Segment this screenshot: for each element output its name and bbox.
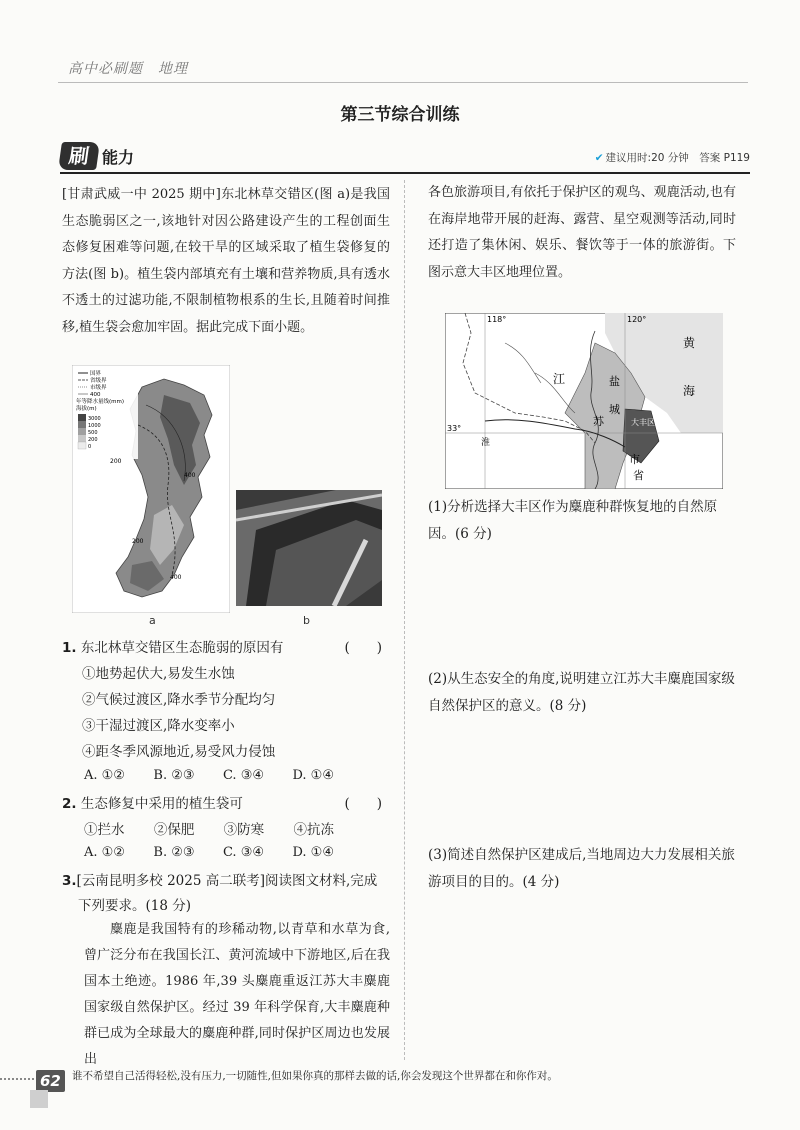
brand-mark: 刷 <box>58 142 100 170</box>
map-label: 城 <box>609 403 620 416</box>
choice-a[interactable]: A. ①② <box>84 845 125 860</box>
legend-swatch-200 <box>78 435 86 442</box>
q2-choices <box>84 845 334 860</box>
legend-city: 市级界 <box>90 385 107 391</box>
q1-choices <box>84 768 334 783</box>
contour-label: 400 <box>184 472 196 479</box>
legend-contour: 400 <box>90 392 101 398</box>
choice-b[interactable]: B. ②③ <box>153 768 195 783</box>
question-number: 3. <box>62 873 77 889</box>
figure-b <box>236 490 382 606</box>
header-divider <box>58 82 748 83</box>
choice-d[interactable]: D. ①④ <box>292 768 334 783</box>
figure-b-photo <box>236 490 382 606</box>
legend-3000: 3000 <box>88 416 101 422</box>
answer-paren: ( ) <box>344 640 382 656</box>
choice-b[interactable]: B. ②③ <box>153 845 195 860</box>
legend-200: 200 <box>88 437 98 443</box>
footer-motto: 谁不希望自己活得轻松,没有压力,一切随性,但如果你真的那样去做的话,你会发现这个世界都在和你作对。 <box>72 1070 558 1082</box>
brand <box>60 142 134 170</box>
q3-material-continued: 各色旅游项目,有依托于保护区的观鸟、观鹿活动,也有在海岸地带开展的赶海、露营、星空观测等活动,同时还打造了集休闲、娱乐、餐饮等于一体的旅游街。下图示意大丰区地理位置。 <box>428 185 736 280</box>
map-label: 黄 <box>683 336 696 350</box>
q3-sub2: (2)从生态安全的角度,说明建立江苏大丰麋鹿国家级自然保护区的意义。(8 分) <box>428 671 735 714</box>
column-divider <box>404 180 405 1060</box>
map-label: 淮 <box>481 438 491 448</box>
section-divider <box>60 172 750 174</box>
q2-items <box>84 818 334 838</box>
q1-option: ②气候过渡区,降水季节分配均匀 <box>82 692 276 708</box>
question-1 <box>62 636 390 661</box>
q2-option: ③防寒 <box>223 822 265 838</box>
question-number: 2. <box>62 796 77 812</box>
figure-a <box>72 365 230 613</box>
legend-precip: 年等降水量线(mm) <box>76 399 125 405</box>
legend-elevation: 海拔(m) <box>76 406 97 412</box>
choice-c[interactable]: C. ③④ <box>222 845 265 860</box>
contour-label: 400 <box>170 574 182 581</box>
q3-material: 麋鹿是我国特有的珍稀动物,以青草和水草为食,曾广泛分布在我国长江、黄河流域中下游地区,后在我国本土绝迹。1986 年,39 头麋鹿重返江苏大丰麋鹿国家级自然保护区。经过 39 年科学保育,大丰麋鹿种群已成为全球最大的麋鹿种群,同时保护区周边也发展出 <box>84 922 390 1067</box>
choice-a[interactable]: A. ①② <box>84 768 125 783</box>
map-dafeng: 大丰区 <box>631 418 655 427</box>
legend-swatch-1000 <box>78 421 86 428</box>
footer-dots <box>0 1078 34 1080</box>
page-number: 62 <box>36 1070 65 1092</box>
legend-swatch-500 <box>78 428 86 435</box>
map-label: 苏 <box>593 415 604 428</box>
brand-text: 能力 <box>102 147 135 167</box>
suggested-time: 建议用时:20 分钟 <box>605 152 689 164</box>
q3-sub1: (1)分析选择大丰区作为麋鹿种群恢复地的自然原因。(6 分) <box>428 499 718 542</box>
answer-ref: 答案 P119 <box>699 152 750 164</box>
map-label: 市 <box>629 453 640 466</box>
check-icon: ✔ <box>594 152 604 164</box>
legend-1000: 1000 <box>88 423 101 429</box>
legend-0: 0 <box>88 444 92 450</box>
q2-option: ④抗冻 <box>293 822 334 838</box>
map-lat-33: 33° <box>447 424 462 433</box>
section-meta <box>595 150 750 165</box>
dafeng-map-svg <box>445 313 723 489</box>
q3-sub3: (3)简述自然保护区建成后,当地周边大力发展相关旅游项目的目的。(4 分) <box>428 847 735 890</box>
q1-option: ①地势起伏大,易发生水蚀 <box>82 666 235 682</box>
question-number: 1. <box>62 640 77 656</box>
q1-option: ③干湿过渡区,降水变率小 <box>82 718 235 734</box>
question-stem: 生态修复中采用的植生袋可 <box>80 796 243 812</box>
question-3 <box>62 869 390 919</box>
answer-paren: ( ) <box>344 796 382 812</box>
q1-option: ④距冬季风源地近,易受风力侵蚀 <box>82 744 276 760</box>
page-tab <box>30 1090 48 1108</box>
map-lon-118: 118° <box>487 315 507 324</box>
map-label: 盐 <box>609 375 620 388</box>
legend-swatch-3000 <box>78 414 86 421</box>
map-lon-120: 120° <box>627 315 647 324</box>
section-title: 第三节综合训练 <box>340 105 460 125</box>
legend-national: 国界 <box>90 371 102 377</box>
question-2 <box>62 792 390 817</box>
figure-b-caption: b <box>303 614 310 627</box>
map-label: 江 <box>553 372 566 386</box>
question-stem: 东北林草交错区生态脆弱的原因有 <box>80 640 284 656</box>
choice-c[interactable]: C. ③④ <box>222 768 265 783</box>
q2-option: ②保肥 <box>153 822 195 838</box>
map-label: 海 <box>683 384 696 398</box>
legend-province: 省级界 <box>90 378 107 384</box>
book-title: 高中必刷题 地理 <box>68 61 188 77</box>
intro-text: [甘肃武威一中 2025 期中]东北林草交错区(图 a)是我国生态脆弱区之一,该地针对因公路建设产生的工程创面生态修复困难等问题,在较干旱的区域采取了植生袋修复的方法(图 b)。植生袋内部填充有土壤和营养物质,具有透水不透土的过滤功能,不限制植物根系的生长,且随着时间推移,植生袋会愈加牢固。据此完成下面小题。 <box>62 187 390 335</box>
contour-label: 200 <box>110 458 122 465</box>
figure-a-caption: a <box>149 614 156 627</box>
map-label: 省 <box>633 469 644 482</box>
figure-a-map <box>72 365 230 613</box>
dafeng-map <box>445 313 723 489</box>
legend-swatch-0 <box>78 442 86 449</box>
choice-d[interactable]: D. ①④ <box>292 845 334 860</box>
q2-option: ①拦水 <box>84 822 125 838</box>
question-stem: [云南昆明多校 2025 高二联考]阅读图文材料,完成下列要求。(18 分) <box>76 873 378 914</box>
legend-500: 500 <box>88 430 98 436</box>
contour-label: 200 <box>132 538 144 545</box>
